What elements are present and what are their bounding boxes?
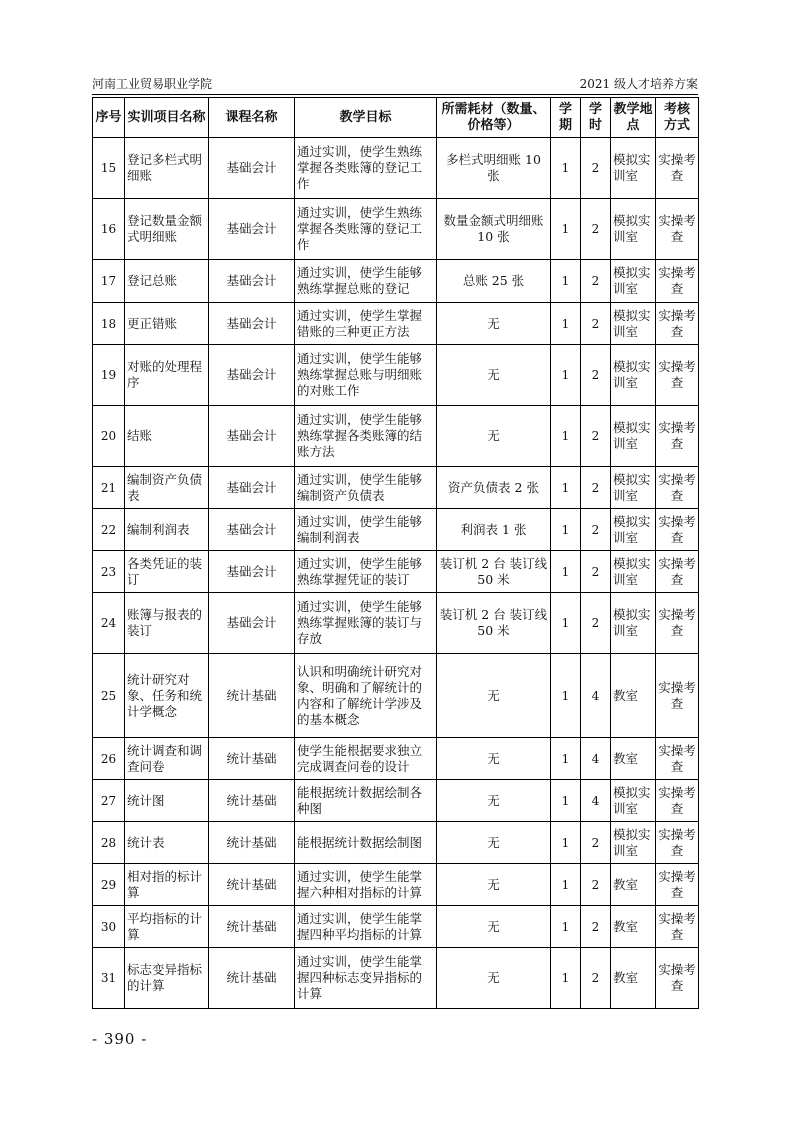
- teaching-goal-cell: 通过实训，使学生能够编制资产负债表: [295, 467, 437, 509]
- row-number-cell: 25: [93, 654, 125, 738]
- assessment-cell: 实操考查: [656, 260, 699, 303]
- materials-cell: 总账 25 张: [437, 260, 551, 303]
- course-name-cell: 统计基础: [209, 822, 295, 864]
- row-number-cell: 30: [93, 906, 125, 948]
- materials-cell: 利润表 1 张: [437, 509, 551, 551]
- term-cell: 1: [551, 593, 581, 654]
- materials-cell: 无: [437, 738, 551, 780]
- term-cell: 1: [551, 551, 581, 593]
- term-cell: 1: [551, 822, 581, 864]
- materials-cell: 数量金额式明细账 10 张: [437, 199, 551, 260]
- project-name-cell: 统计表: [125, 822, 209, 864]
- assessment-cell: 实操考查: [656, 780, 699, 822]
- location-cell: 模拟实训室: [611, 467, 656, 509]
- hours-cell: 2: [581, 260, 611, 303]
- course-name-cell: 基础会计: [209, 260, 295, 303]
- course-name-cell: 基础会计: [209, 593, 295, 654]
- col-header-goal: 教学目标: [295, 98, 437, 138]
- hours-cell: 2: [581, 948, 611, 1009]
- col-header-hours: 学时: [581, 98, 611, 138]
- location-cell: 模拟实训室: [611, 345, 656, 406]
- table-row: [93, 780, 699, 822]
- term-cell: 1: [551, 654, 581, 738]
- course-name-cell: 基础会计: [209, 138, 295, 199]
- project-name-cell: 登记总账: [125, 260, 209, 303]
- row-number-cell: 26: [93, 738, 125, 780]
- course-name-cell: 基础会计: [209, 303, 295, 345]
- col-header-project: 实训项目名称: [125, 98, 209, 138]
- term-cell: 1: [551, 138, 581, 199]
- teaching-goal-cell: 通过实训，使学生能够熟练掌握总账的登记: [295, 260, 437, 303]
- row-number-cell: 20: [93, 406, 125, 467]
- assessment-cell: 实操考查: [656, 822, 699, 864]
- location-cell: 模拟实训室: [611, 551, 656, 593]
- assessment-cell: 实操考查: [656, 864, 699, 906]
- project-name-cell: 统计研究对象、任务和统计学概念: [125, 654, 209, 738]
- hours-cell: 2: [581, 345, 611, 406]
- table-row: [93, 138, 699, 199]
- assessment-cell: 实操考查: [656, 138, 699, 199]
- row-number-cell: 17: [93, 260, 125, 303]
- teaching-goal-cell: 通过实训，使学生能够熟练掌握总账与明细账的对账工作: [295, 345, 437, 406]
- location-cell: 模拟实训室: [611, 138, 656, 199]
- teaching-goal-cell: 通过实训，使学生熟练掌握各类账簿的登记工作: [295, 199, 437, 260]
- table-row: [93, 593, 699, 654]
- teaching-goal-cell: 能根据统计数据绘制各种图: [295, 780, 437, 822]
- project-name-cell: 统计调查和调查问卷: [125, 738, 209, 780]
- materials-cell: 多栏式明细账 10 张: [437, 138, 551, 199]
- term-cell: 1: [551, 738, 581, 780]
- table-row: [93, 906, 699, 948]
- materials-cell: 无: [437, 406, 551, 467]
- term-cell: 1: [551, 509, 581, 551]
- teaching-goal-cell: 认识和明确统计研究对象、明确和了解统计的内容和了解统计学涉及的基本概念: [295, 654, 437, 738]
- materials-cell: 无: [437, 822, 551, 864]
- project-name-cell: 登记数量金额式明细账: [125, 199, 209, 260]
- table-row: [93, 260, 699, 303]
- location-cell: 模拟实训室: [611, 593, 656, 654]
- row-number-cell: 18: [93, 303, 125, 345]
- hours-cell: 2: [581, 593, 611, 654]
- term-cell: 1: [551, 467, 581, 509]
- location-cell: 模拟实训室: [611, 780, 656, 822]
- materials-cell: 无: [437, 906, 551, 948]
- hours-cell: 2: [581, 138, 611, 199]
- teaching-goal-cell: 通过实训，使学生掌握错账的三种更正方法: [295, 303, 437, 345]
- table-row: [93, 509, 699, 551]
- hours-cell: 2: [581, 467, 611, 509]
- hours-cell: 4: [581, 780, 611, 822]
- hours-cell: 4: [581, 654, 611, 738]
- location-cell: 教室: [611, 906, 656, 948]
- course-name-cell: 统计基础: [209, 654, 295, 738]
- materials-cell: 装订机 2 台 装订线 50 米: [437, 551, 551, 593]
- row-number-cell: 22: [93, 509, 125, 551]
- row-number-cell: 28: [93, 822, 125, 864]
- col-header-place: 教学地点: [611, 98, 656, 138]
- materials-cell: 装订机 2 台 装订线 50 米: [437, 593, 551, 654]
- materials-cell: 无: [437, 303, 551, 345]
- assessment-cell: 实操考查: [656, 509, 699, 551]
- page-number: - 390 -: [92, 1030, 148, 1048]
- hours-cell: 2: [581, 822, 611, 864]
- col-header-no: 序号: [93, 98, 125, 138]
- course-name-cell: 统计基础: [209, 948, 295, 1009]
- table-row: [93, 948, 699, 1009]
- assessment-cell: 实操考查: [656, 906, 699, 948]
- location-cell: 模拟实训室: [611, 303, 656, 345]
- term-cell: 1: [551, 345, 581, 406]
- term-cell: 1: [551, 948, 581, 1009]
- materials-cell: 无: [437, 864, 551, 906]
- term-cell: 1: [551, 199, 581, 260]
- course-name-cell: 基础会计: [209, 199, 295, 260]
- hours-cell: 2: [581, 509, 611, 551]
- teaching-goal-cell: 通过实训，使学生能够熟练掌握各类账簿的结账方法: [295, 406, 437, 467]
- table-row: [93, 467, 699, 509]
- location-cell: 模拟实训室: [611, 260, 656, 303]
- materials-cell: 无: [437, 780, 551, 822]
- assessment-cell: 实操考查: [656, 467, 699, 509]
- project-name-cell: 账簿与报表的装订: [125, 593, 209, 654]
- teaching-goal-cell: 能根据统计数据绘制图: [295, 822, 437, 864]
- assessment-cell: 实操考查: [656, 551, 699, 593]
- table-row: [93, 738, 699, 780]
- course-name-cell: 基础会计: [209, 406, 295, 467]
- course-name-cell: 统计基础: [209, 738, 295, 780]
- location-cell: 模拟实训室: [611, 822, 656, 864]
- course-name-cell: 基础会计: [209, 551, 295, 593]
- row-number-cell: 24: [93, 593, 125, 654]
- materials-cell: 无: [437, 654, 551, 738]
- location-cell: 模拟实训室: [611, 406, 656, 467]
- page-header: [92, 75, 698, 93]
- table-header-row: [93, 98, 699, 138]
- course-name-cell: 统计基础: [209, 864, 295, 906]
- row-number-cell: 21: [93, 467, 125, 509]
- table-row: [93, 551, 699, 593]
- assessment-cell: 实操考查: [656, 303, 699, 345]
- col-header-term: 学期: [551, 98, 581, 138]
- col-header-course: 课程名称: [209, 98, 295, 138]
- header-document-title: 2021 级人才培养方案: [579, 77, 698, 91]
- header-divider: [92, 94, 698, 95]
- table-row: [93, 864, 699, 906]
- assessment-cell: 实操考查: [656, 406, 699, 467]
- teaching-goal-cell: 通过实训，使学生能掌握四种平均指标的计算: [295, 906, 437, 948]
- table-row: [93, 406, 699, 467]
- table-row: [93, 345, 699, 406]
- location-cell: 模拟实训室: [611, 199, 656, 260]
- row-number-cell: 19: [93, 345, 125, 406]
- row-number-cell: 15: [93, 138, 125, 199]
- teaching-goal-cell: 通过实训，使学生能掌握六种相对指标的计算: [295, 864, 437, 906]
- project-name-cell: 登记多栏式明细账: [125, 138, 209, 199]
- hours-cell: 2: [581, 199, 611, 260]
- project-name-cell: 编制利润表: [125, 509, 209, 551]
- assessment-cell: 实操考查: [656, 948, 699, 1009]
- row-number-cell: 29: [93, 864, 125, 906]
- assessment-cell: 实操考查: [656, 345, 699, 406]
- assessment-cell: 实操考查: [656, 654, 699, 738]
- hours-cell: 4: [581, 738, 611, 780]
- project-name-cell: 更正错账: [125, 303, 209, 345]
- project-name-cell: 标志变异指标的计算: [125, 948, 209, 1009]
- teaching-goal-cell: 通过实训，使学生能够编制利润表: [295, 509, 437, 551]
- term-cell: 1: [551, 780, 581, 822]
- hours-cell: 2: [581, 906, 611, 948]
- location-cell: 教室: [611, 738, 656, 780]
- term-cell: 1: [551, 406, 581, 467]
- col-header-materials: 所需耗材（数量、价格等）: [437, 98, 551, 138]
- training-table: [92, 97, 699, 1009]
- project-name-cell: 各类凭证的装订: [125, 551, 209, 593]
- assessment-cell: 实操考查: [656, 738, 699, 780]
- project-name-cell: 对账的处理程序: [125, 345, 209, 406]
- teaching-goal-cell: 通过实训，使学生能掌握四种标志变异指标的计算: [295, 948, 437, 1009]
- materials-cell: 无: [437, 948, 551, 1009]
- row-number-cell: 23: [93, 551, 125, 593]
- teaching-goal-cell: 通过实训，使学生熟练掌握各类账簿的登记工作: [295, 138, 437, 199]
- header-school-name: 河南工业贸易职业学院: [92, 77, 213, 91]
- project-name-cell: 平均指标的计算: [125, 906, 209, 948]
- hours-cell: 2: [581, 303, 611, 345]
- teaching-goal-cell: 通过实训，使学生能够熟练掌握账簿的装订与存放: [295, 593, 437, 654]
- assessment-cell: 实操考查: [656, 199, 699, 260]
- course-name-cell: 基础会计: [209, 467, 295, 509]
- row-number-cell: 27: [93, 780, 125, 822]
- hours-cell: 2: [581, 551, 611, 593]
- hours-cell: 2: [581, 406, 611, 467]
- table-row: [93, 654, 699, 738]
- teaching-goal-cell: 使学生能根据要求独立完成调查问卷的设计: [295, 738, 437, 780]
- project-name-cell: 相对指的标计算: [125, 864, 209, 906]
- term-cell: 1: [551, 864, 581, 906]
- materials-cell: 资产负债表 2 张: [437, 467, 551, 509]
- table-row: [93, 822, 699, 864]
- course-name-cell: 统计基础: [209, 780, 295, 822]
- term-cell: 1: [551, 260, 581, 303]
- row-number-cell: 16: [93, 199, 125, 260]
- location-cell: 教室: [611, 654, 656, 738]
- row-number-cell: 31: [93, 948, 125, 1009]
- course-name-cell: 基础会计: [209, 509, 295, 551]
- location-cell: 教室: [611, 864, 656, 906]
- project-name-cell: 统计图: [125, 780, 209, 822]
- table-row: [93, 303, 699, 345]
- project-name-cell: 编制资产负债表: [125, 467, 209, 509]
- table-row: [93, 199, 699, 260]
- materials-cell: 无: [437, 345, 551, 406]
- term-cell: 1: [551, 906, 581, 948]
- teaching-goal-cell: 通过实训，使学生能够熟练掌握凭证的装订: [295, 551, 437, 593]
- term-cell: 1: [551, 303, 581, 345]
- project-name-cell: 结账: [125, 406, 209, 467]
- assessment-cell: 实操考查: [656, 593, 699, 654]
- course-name-cell: 基础会计: [209, 345, 295, 406]
- col-header-assess: 考核方式: [656, 98, 699, 138]
- hours-cell: 2: [581, 864, 611, 906]
- course-name-cell: 统计基础: [209, 906, 295, 948]
- location-cell: 模拟实训室: [611, 509, 656, 551]
- location-cell: 教室: [611, 948, 656, 1009]
